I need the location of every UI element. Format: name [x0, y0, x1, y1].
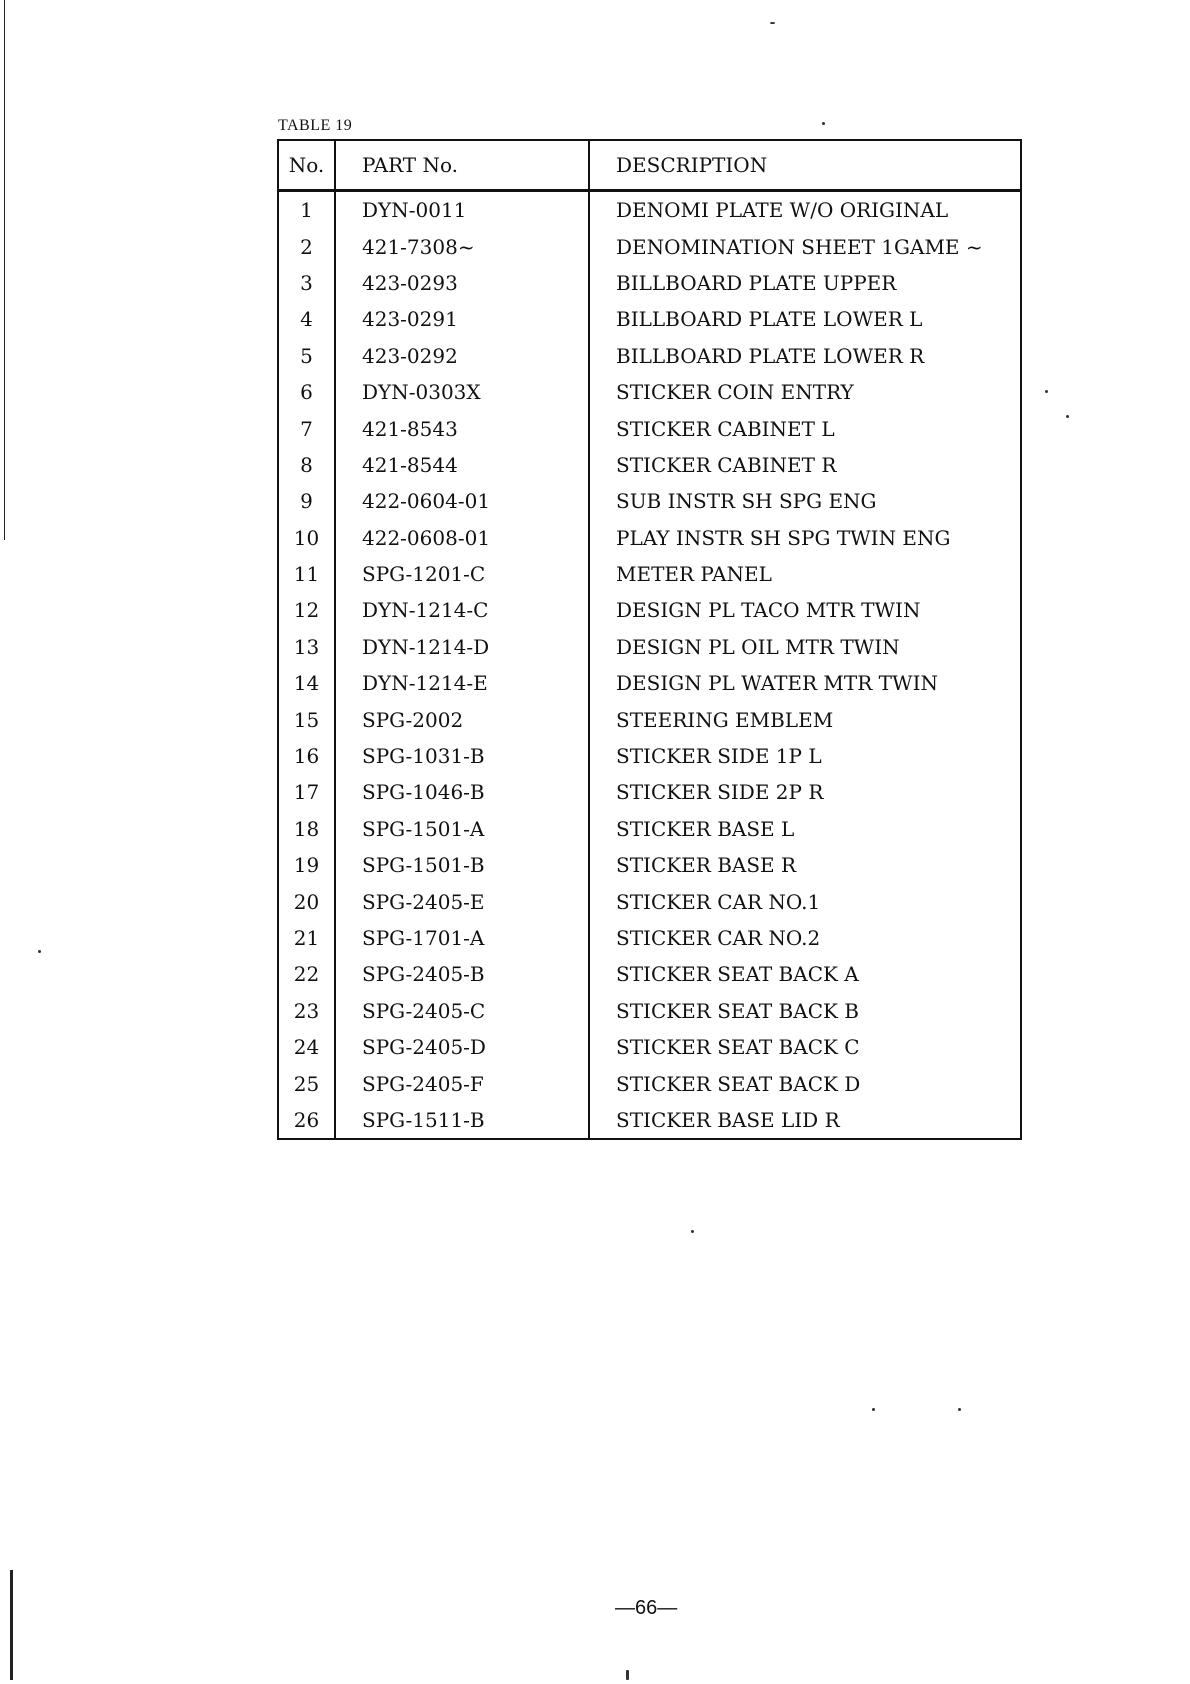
row-description: STICKER CABINET L	[589, 410, 1021, 446]
scan-speck	[872, 1408, 875, 1411]
scan-speck	[822, 122, 825, 125]
scan-speck	[1045, 390, 1048, 393]
row-description: PLAY INSTR SH SPG TWIN ENG	[589, 520, 1021, 556]
row-no: 17	[278, 774, 335, 810]
row-part-number: DYN-0303X	[335, 374, 589, 410]
table-row	[278, 191, 1021, 229]
row-part-number: 421-8543	[335, 410, 589, 446]
row-part-number: DYN-1214-D	[335, 629, 589, 665]
row-no: 19	[278, 847, 335, 883]
row-part-number: SPG-2002	[335, 701, 589, 737]
scan-speck	[38, 950, 41, 953]
row-description: STICKER COIN ENTRY	[589, 374, 1021, 410]
table-row	[278, 228, 1021, 264]
scan-speck	[958, 1408, 961, 1411]
table-row	[278, 374, 1021, 410]
row-description: BILLBOARD PLATE LOWER L	[589, 301, 1021, 337]
row-part-number: SPG-1701-A	[335, 920, 589, 956]
row-description: STICKER SEAT BACK A	[589, 956, 1021, 992]
row-no: 1	[278, 191, 335, 229]
row-no: 21	[278, 920, 335, 956]
table-row	[278, 847, 1021, 883]
header-description: DESCRIPTION	[589, 140, 1021, 191]
row-no: 26	[278, 1102, 335, 1139]
row-description: STICKER SIDE 1P L	[589, 738, 1021, 774]
table-row	[278, 738, 1021, 774]
row-no: 10	[278, 520, 335, 556]
row-no: 11	[278, 556, 335, 592]
row-description: STICKER BASE R	[589, 847, 1021, 883]
row-part-number: SPG-1046-B	[335, 774, 589, 810]
row-description: STICKER SEAT BACK D	[589, 1065, 1021, 1101]
row-no: 15	[278, 701, 335, 737]
row-description: STICKER CABINET R	[589, 447, 1021, 483]
row-part-number: 422-0604-01	[335, 483, 589, 519]
table-row	[278, 629, 1021, 665]
table-row	[278, 665, 1021, 701]
row-no: 5	[278, 338, 335, 374]
scan-speck	[770, 22, 775, 24]
row-description: STICKER BASE L	[589, 811, 1021, 847]
scan-speck	[691, 1230, 694, 1233]
table-body	[278, 191, 1021, 1140]
table-row	[278, 410, 1021, 446]
table-row	[278, 447, 1021, 483]
header-part-number: PART No.	[335, 140, 589, 191]
table-row	[278, 920, 1021, 956]
row-no: 8	[278, 447, 335, 483]
row-description: STICKER SIDE 2P R	[589, 774, 1021, 810]
header-no: No.	[278, 140, 335, 191]
row-part-number: SPG-2405-D	[335, 1029, 589, 1065]
table-row	[278, 774, 1021, 810]
row-no: 6	[278, 374, 335, 410]
table-row	[278, 592, 1021, 628]
table-row	[278, 956, 1021, 992]
row-part-number: 422-0608-01	[335, 520, 589, 556]
row-no: 7	[278, 410, 335, 446]
row-description: STICKER BASE LID R	[589, 1102, 1021, 1139]
table-row	[278, 1029, 1021, 1065]
table-row	[278, 265, 1021, 301]
row-no: 3	[278, 265, 335, 301]
row-part-number: DYN-1214-C	[335, 592, 589, 628]
row-no: 18	[278, 811, 335, 847]
row-part-number: DYN-0011	[335, 191, 589, 229]
row-no: 16	[278, 738, 335, 774]
row-description: STEERING EMBLEM	[589, 701, 1021, 737]
row-part-number: SPG-1511-B	[335, 1102, 589, 1139]
row-description: SUB INSTR SH SPG ENG	[589, 483, 1021, 519]
row-part-number: SPG-2405-E	[335, 883, 589, 919]
row-no: 25	[278, 1065, 335, 1101]
table-row	[278, 993, 1021, 1029]
row-description: DESIGN PL TACO MTR TWIN	[589, 592, 1021, 628]
table-header	[278, 140, 1021, 191]
row-no: 9	[278, 483, 335, 519]
row-no: 23	[278, 993, 335, 1029]
row-no: 13	[278, 629, 335, 665]
row-description: STICKER SEAT BACK B	[589, 993, 1021, 1029]
row-description: BILLBOARD PLATE LOWER R	[589, 338, 1021, 374]
row-description: STICKER CAR NO.2	[589, 920, 1021, 956]
table-row	[278, 338, 1021, 374]
table-caption: TABLE 19	[278, 117, 353, 134]
row-no: 2	[278, 228, 335, 264]
table-row	[278, 811, 1021, 847]
scan-speck	[626, 1670, 629, 1680]
row-no: 14	[278, 665, 335, 701]
row-part-number: SPG-1201-C	[335, 556, 589, 592]
row-part-number: SPG-2405-C	[335, 993, 589, 1029]
row-part-number: SPG-1501-A	[335, 811, 589, 847]
row-description: DESIGN PL OIL MTR TWIN	[589, 629, 1021, 665]
row-part-number: 421-7308~	[335, 228, 589, 264]
row-description: METER PANEL	[589, 556, 1021, 592]
row-no: 22	[278, 956, 335, 992]
scan-edge-mark	[10, 1570, 13, 1680]
table-row	[278, 556, 1021, 592]
row-description: STICKER CAR NO.1	[589, 883, 1021, 919]
row-no: 12	[278, 592, 335, 628]
row-description: STICKER SEAT BACK C	[589, 1029, 1021, 1065]
table-row	[278, 1065, 1021, 1101]
row-part-number: SPG-2405-F	[335, 1065, 589, 1101]
table-row	[278, 301, 1021, 337]
row-part-number: SPG-1031-B	[335, 738, 589, 774]
row-part-number: 423-0291	[335, 301, 589, 337]
row-part-number: 423-0292	[335, 338, 589, 374]
parts-table	[277, 139, 1022, 1140]
row-description: DENOMINATION SHEET 1GAME ~	[589, 228, 1021, 264]
table-row	[278, 1102, 1021, 1139]
row-part-number: SPG-2405-B	[335, 956, 589, 992]
row-no: 4	[278, 301, 335, 337]
row-part-number: DYN-1214-E	[335, 665, 589, 701]
row-part-number: SPG-1501-B	[335, 847, 589, 883]
row-part-number: 421-8544	[335, 447, 589, 483]
row-part-number: 423-0293	[335, 265, 589, 301]
row-description: DESIGN PL WATER MTR TWIN	[589, 665, 1021, 701]
table-row	[278, 520, 1021, 556]
row-description: BILLBOARD PLATE UPPER	[589, 265, 1021, 301]
row-no: 20	[278, 883, 335, 919]
scan-speck	[1066, 415, 1069, 418]
table-row	[278, 483, 1021, 519]
table-row	[278, 883, 1021, 919]
row-no: 24	[278, 1029, 335, 1065]
table-row	[278, 701, 1021, 737]
header-row	[278, 140, 1021, 191]
page-number: —66—	[615, 1597, 678, 1619]
row-description: DENOMI PLATE W/O ORIGINAL	[589, 191, 1021, 229]
scan-edge-line	[4, 0, 5, 540]
